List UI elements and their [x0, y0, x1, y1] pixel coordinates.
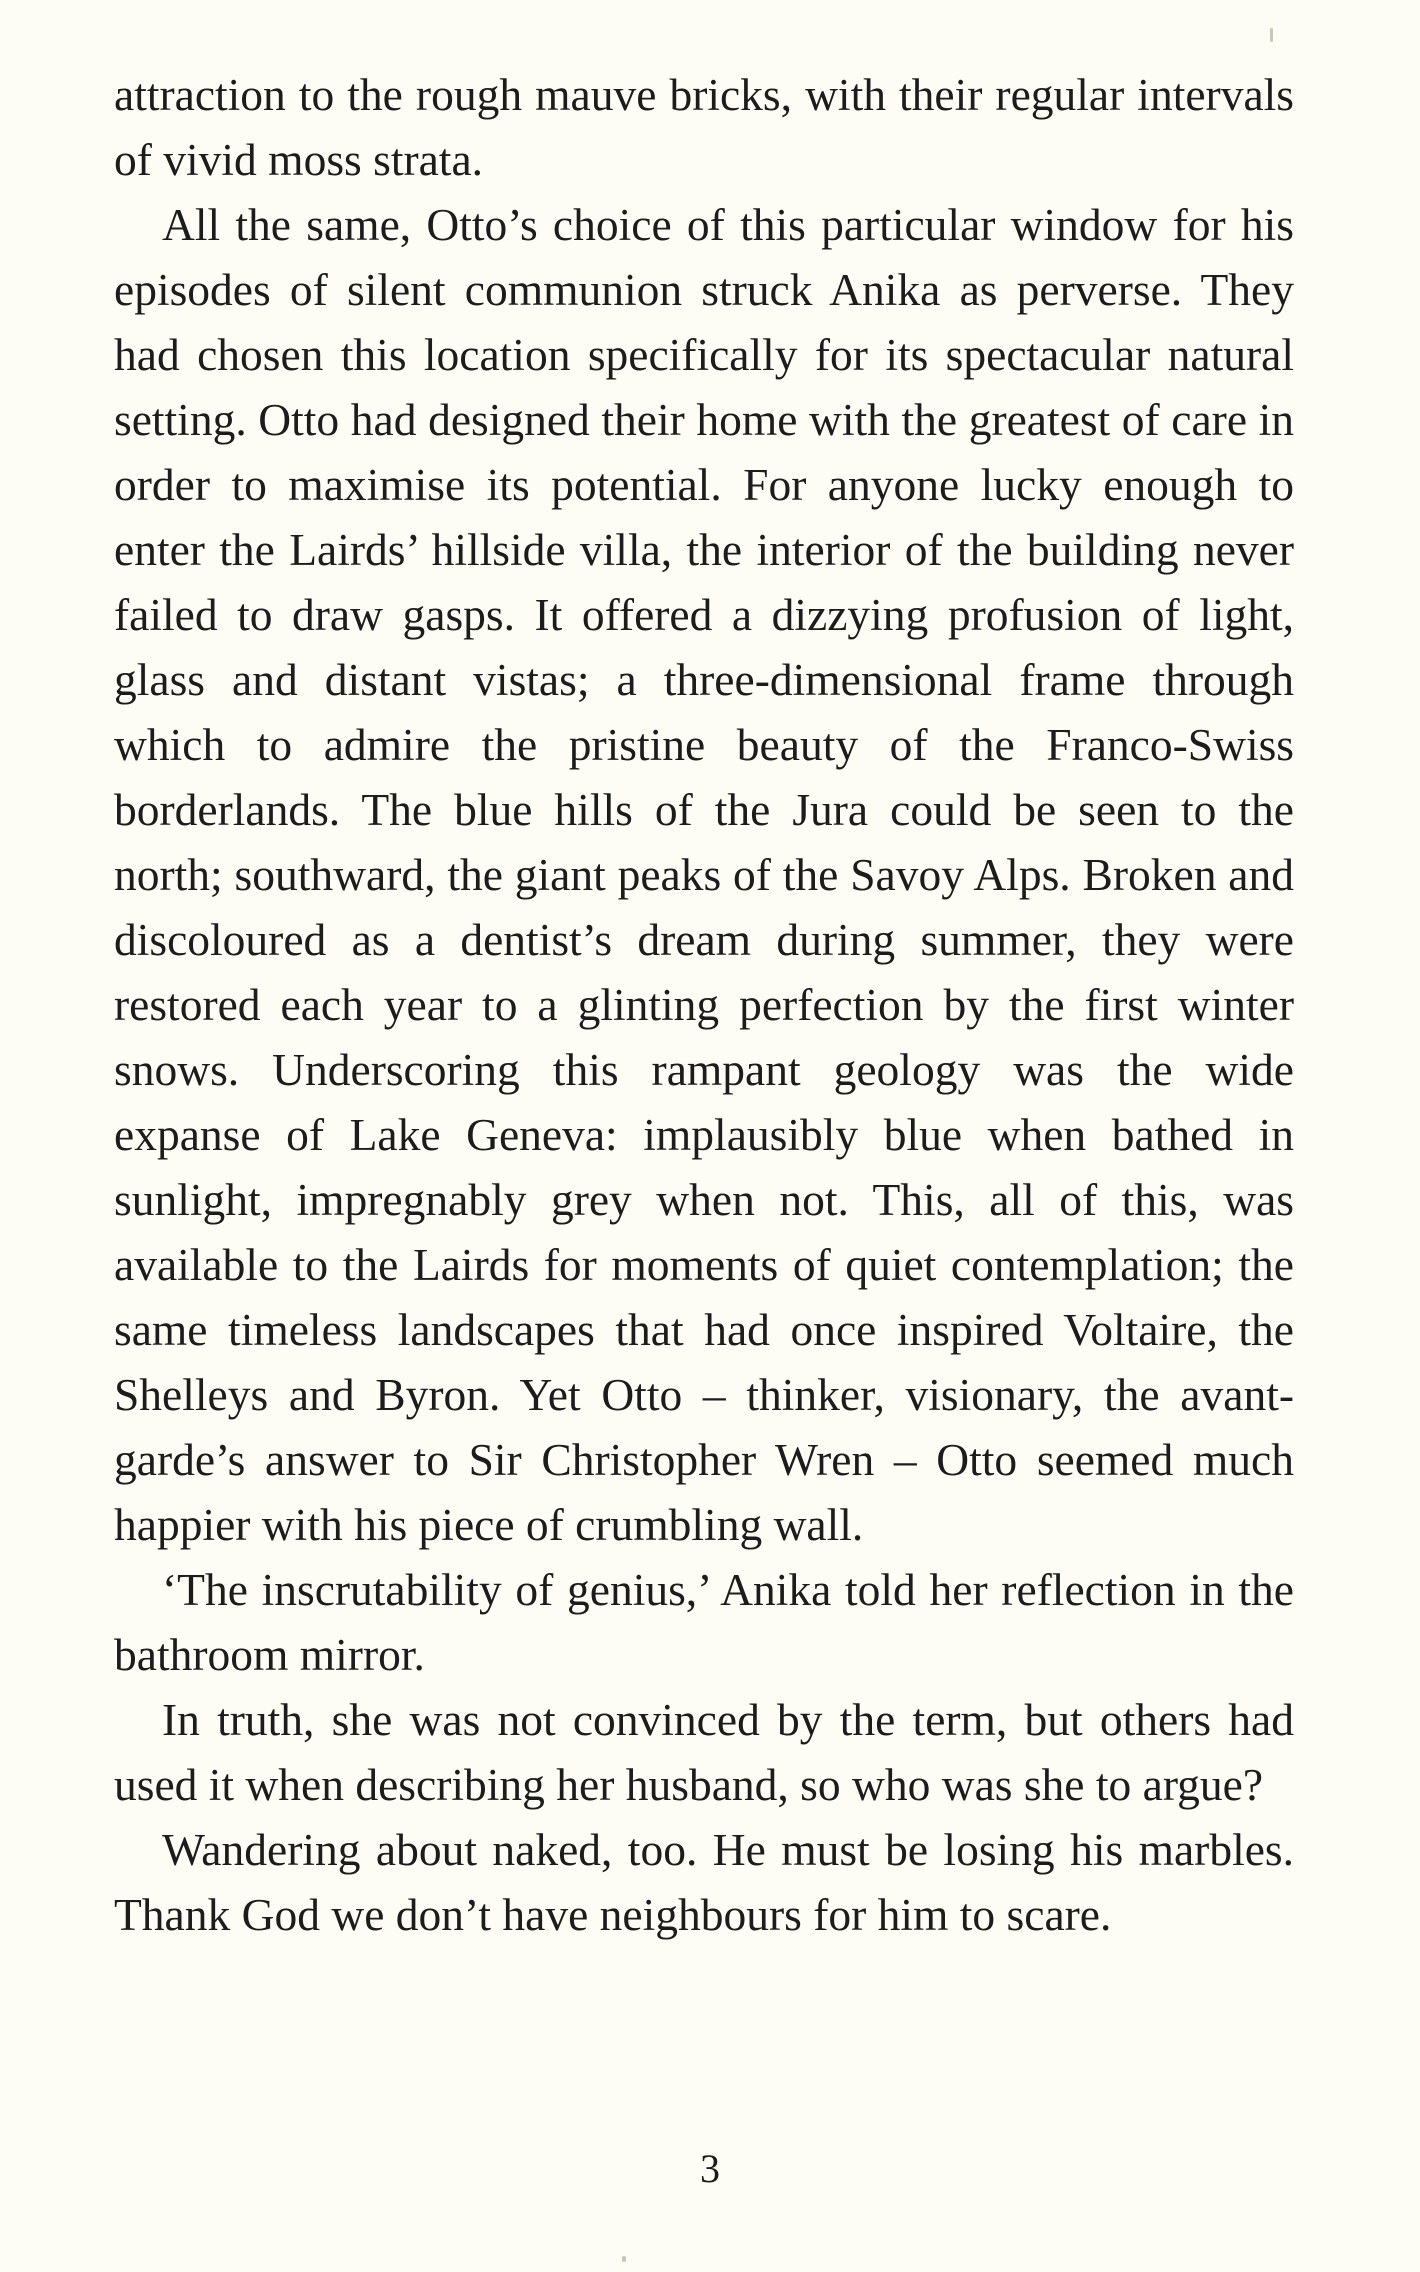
paragraph-5: Wandering about naked, too. He must be losing his marbles. Thank God we don’t have neighbours for him to scare.	[114, 1824, 1294, 1940]
paper-speck	[1270, 28, 1273, 42]
page-number: 3	[700, 2146, 720, 2191]
paragraph-3: ‘The inscrutability of genius,’ Anika told her reflection in the bathroom mirror.	[114, 1564, 1294, 1680]
paper-speck	[622, 2256, 626, 2262]
paragraph-4: In truth, she was not convinced by the term, but others had used it when describing her husband, so who was she to argue?	[114, 1694, 1294, 1810]
body-text	[114, 62, 1294, 1947]
paragraph-1: attraction to the rough mauve bricks, with their regular intervals of vivid moss strata.	[114, 69, 1294, 185]
paragraph-2: All the same, Otto’s choice of this particular window for his episodes of silent communion struck Anika as perverse. They had chosen this location specifically for its spectacular natural setting. Otto had designed their home with the greatest of care in order to maximise its potential. For anyone lucky enough to enter the Lairds’ hillside villa, the interior of the building never failed to draw gasps. It offered a dizzying profusion of light, glass and distant vistas; a three-dimensional frame through which to admire the pristine beauty of the Franco-Swiss borderlands. The blue hills of the Jura could be seen to the north; southward, the giant peaks of the Savoy Alps. Broken and discoloured as a dentist’s dream during summer, they were restored each year to a glinting perfection by the first winter snows. Underscoring this rampant geology was the wide expanse of Lake Geneva: implausibly blue when bathed in sunlight, impregnably grey when not. This, all of this, was available to the Lairds for moments of quiet contemplation; the same timeless landscapes that had once inspired Voltaire, the Shelleys and Byron. Yet Otto – thinker, visionary, the avant-garde’s answer to Sir Christopher Wren – Otto seemed much happier with his piece of crumbling wall.	[114, 199, 1294, 1550]
